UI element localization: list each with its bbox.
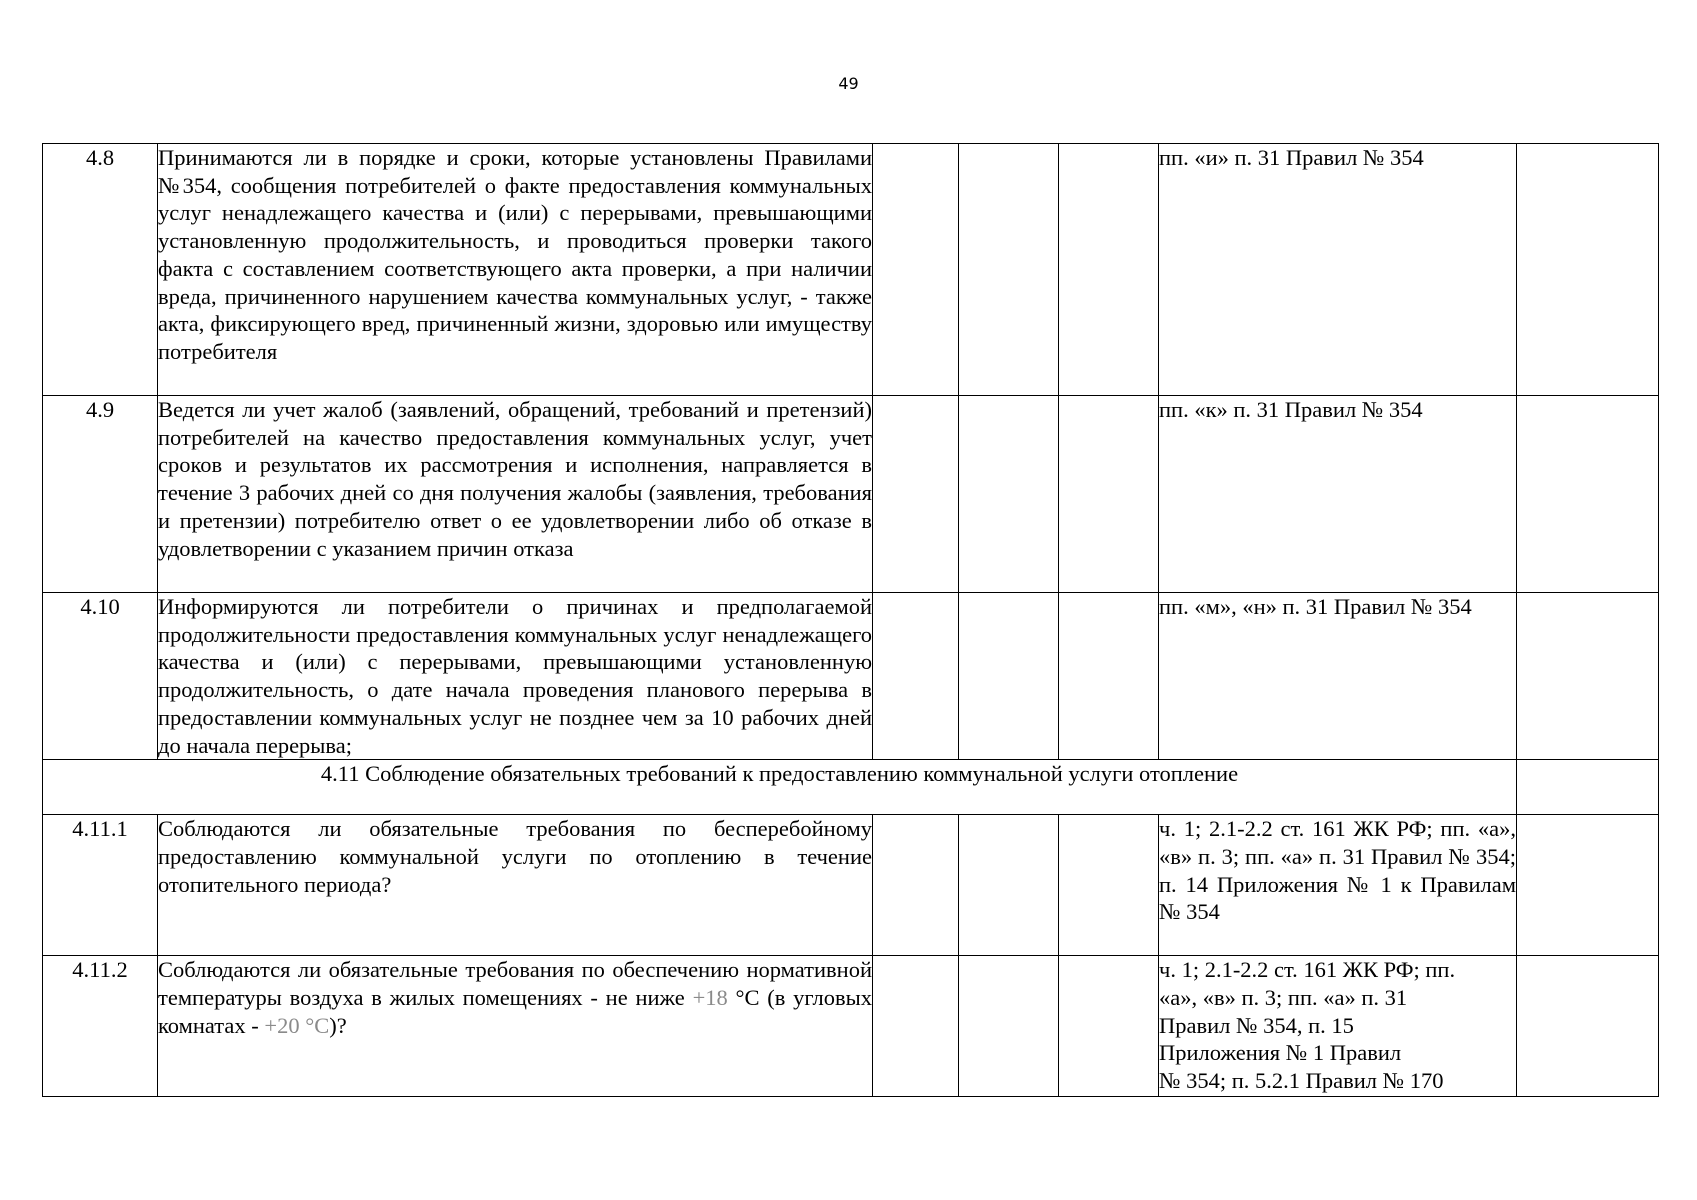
- empty-cell: [1517, 760, 1659, 815]
- table-row: [43, 396, 1659, 593]
- table-row: [43, 815, 1659, 956]
- item-number: 4.11.1: [43, 815, 158, 956]
- item-number: 4.8: [43, 144, 158, 396]
- item-reference: ч. 1; 2.1-2.2 ст. 161 ЖК РФ; пп. «а», «в» п. 3; пп. «а» п. 31 Правил № 354; п. 14 Приложения № 1 к Правилам № 354: [1159, 815, 1517, 956]
- item-number: 4.10: [43, 593, 158, 760]
- item-question: Принимаются ли в порядке и сроки, которые установлены Правилами №354, сообщения потребителей о факте предоставления коммунальных услуг ненадлежащего качества и (или) с перерывами, превышающими установленную продолжительность, и проводиться проверки такого факта с составлением соответствующего акта проверки, а при наличии вреда, причиненного нарушением качества коммунальных услуг, - также акта, фиксирующего вред, причиненный жизни, здоровью или имуществу потребителя: [158, 144, 873, 396]
- empty-cell: [1059, 956, 1159, 1097]
- empty-cell: [1517, 396, 1659, 593]
- item-question: Соблюдаются ли обязательные требования по бесперебойному предоставлению коммунальной услуги по отоплению в течение отопительного периода?: [158, 815, 873, 956]
- empty-cell: [1059, 593, 1159, 760]
- empty-cell: [1059, 815, 1159, 956]
- empty-cell: [959, 144, 1059, 396]
- item-question: [158, 956, 873, 1097]
- empty-cell: [959, 815, 1059, 956]
- empty-cell: [1059, 396, 1159, 593]
- table-row: [43, 956, 1659, 1097]
- reference-line: Приложения № 1 Правил: [1159, 1040, 1402, 1066]
- reference-line: ч. 1; 2.1-2.2 ст. 161 ЖК РФ; пп.: [1159, 957, 1456, 983]
- item-number: 4.9: [43, 396, 158, 593]
- empty-cell: [873, 815, 959, 956]
- item-reference: [1159, 956, 1517, 1097]
- empty-cell: [1517, 815, 1659, 956]
- reference-line: «а», «в» п. 3; пп. «а» п. 31: [1159, 984, 1408, 1010]
- reference-line: № 354; п. 5.2.1 Правил № 170: [1159, 1068, 1444, 1094]
- table-row: [43, 144, 1659, 396]
- temperature-min: +18: [692, 984, 728, 1010]
- reference-line: Правил № 354, п. 15: [1159, 1012, 1354, 1038]
- empty-cell: [873, 396, 959, 593]
- empty-cell: [1517, 593, 1659, 760]
- question-text: )?: [329, 1012, 347, 1038]
- item-question: Информируются ли потребители о причинах и предполагаемой продолжительности предоставления коммунальных услуг ненадлежащего качества и (или) с перерывами, превышающими установленную продолжительность, о дате начала проведения планового перерыва в предоставлении коммунальных услуг не позднее чем за 10 рабочих дней до начала перерыва;: [158, 593, 873, 760]
- item-reference: пп. «и» п. 31 Правил № 354: [1159, 144, 1517, 396]
- item-question: Ведется ли учет жалоб (заявлений, обращений, требований и претензий) потребителей на качество предоставления коммунальных услуг, учет сроков и результатов их рассмотрения и исполнения, направляется в течение 3 рабочих дней со дня получения жалобы (заявления, требования и претензии) потребителю ответ о ее удовлетворении либо об отказе в удовлетворении с указанием причин отказа: [158, 396, 873, 593]
- section-header-row: [43, 760, 1659, 815]
- empty-cell: [873, 144, 959, 396]
- empty-cell: [873, 593, 959, 760]
- temperature-corner: +20 °C: [264, 1012, 330, 1038]
- item-number: 4.11.2: [43, 956, 158, 1097]
- empty-cell: [1517, 144, 1659, 396]
- empty-cell: [873, 956, 959, 1097]
- item-reference: пп. «к» п. 31 Правил № 354: [1159, 396, 1517, 593]
- checklist-table: [42, 143, 1659, 1097]
- section-title: 4.11 Соблюдение обязательных требований к предоставлению коммунальной услуги отопление: [43, 760, 1517, 815]
- empty-cell: [1517, 956, 1659, 1097]
- question-text: Соблюдаются ли обязательные требования по обеспечению нормативной температуры воздуха в жилых помещениях - не ниже: [158, 957, 872, 1010]
- empty-cell: [959, 593, 1059, 760]
- question-text: °C (в угловых комнатах -: [158, 984, 872, 1038]
- empty-cell: [959, 396, 1059, 593]
- empty-cell: [1059, 144, 1159, 396]
- empty-cell: [959, 956, 1059, 1097]
- page-number: 49: [838, 74, 859, 93]
- table-row: [43, 593, 1659, 760]
- item-reference: пп. «м», «н» п. 31 Правил № 354: [1159, 593, 1517, 760]
